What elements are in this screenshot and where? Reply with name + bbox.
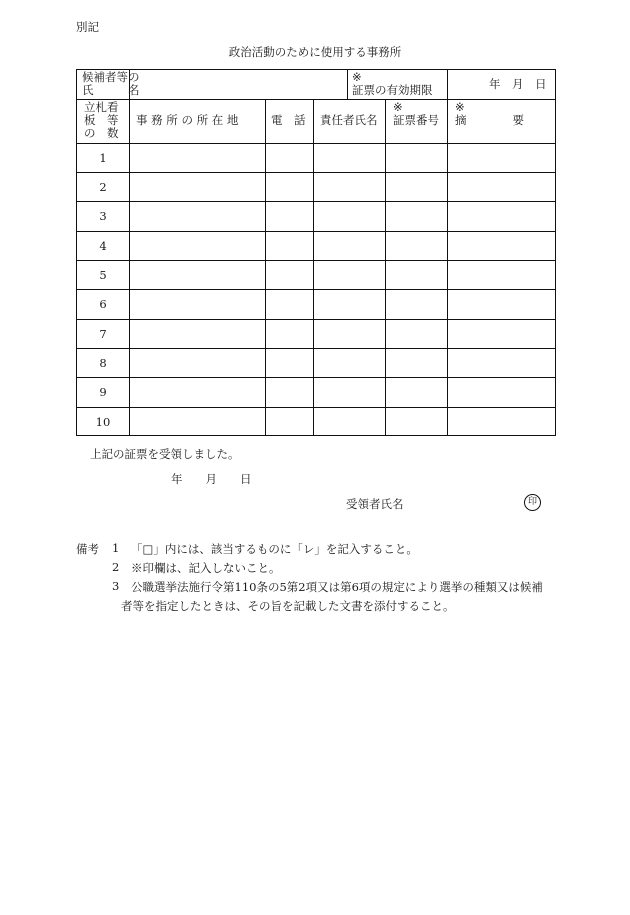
col-cert-mark: ※ (393, 100, 403, 114)
note-text: 「□」内には、該当するものに「レ」を記入すること。 (131, 542, 418, 556)
col-count-label-1: 立札看 (84, 100, 119, 114)
notes-heading: 備考 (76, 542, 99, 556)
row-line (77, 201, 555, 202)
row-line (77, 289, 555, 290)
note-number: 2 (112, 560, 120, 574)
col-address-label: 事 務 所 の 所 在 地 (136, 113, 239, 127)
document-title: 政治活動のために使用する事務所 (228, 45, 402, 59)
col-phone-label: 電 話 (271, 113, 306, 127)
col-cert-number-label: 証票番号 (393, 113, 439, 127)
col-remarks-label: 摘 要 (455, 113, 524, 127)
validity-mark: ※ (352, 70, 362, 84)
receipt-statement: 上記の証票を受領しました。 (90, 447, 240, 461)
row-line (77, 143, 555, 144)
column-divider (265, 99, 266, 436)
note-text-continuation: 者等を指定したときは、その旨を記載した文書を添付すること。 (121, 599, 455, 613)
note-text: ※印欄は、記入しないこと。 (131, 561, 281, 575)
col-manager-label: 責任者氏名 (320, 113, 378, 127)
row-line (77, 348, 555, 349)
row-number: 4 (99, 239, 107, 253)
row-number: 1 (99, 151, 107, 165)
note-number: 1 (112, 541, 120, 555)
annex-label: 別記 (76, 20, 99, 34)
note-text: 公職選挙法施行令第110条の5第2項又は第6項の規定により選挙の種類又は候補 (131, 580, 543, 594)
row-line (77, 260, 555, 261)
validity-label: 証票の有効期限 (352, 83, 433, 97)
row-number: 3 (99, 209, 107, 223)
row-line (77, 231, 555, 232)
row-number: 9 (99, 385, 107, 399)
column-divider (313, 99, 314, 436)
row-line (77, 407, 555, 408)
row-line (77, 377, 555, 378)
candidate-label-line1: 候補者等の (82, 70, 140, 84)
note-number: 3 (112, 579, 120, 593)
col-remarks-mark: ※ (455, 100, 465, 114)
row-number: 5 (99, 268, 107, 282)
row-number: 2 (99, 180, 107, 194)
row-line (77, 319, 555, 320)
row-number: 8 (99, 356, 107, 370)
header-bottom-line (77, 99, 555, 100)
col-count-label-3: の 数 (84, 126, 119, 140)
row-number: 10 (95, 415, 111, 429)
candidate-name-field[interactable] (134, 72, 344, 96)
row-number: 6 (99, 297, 107, 311)
office-form-table (76, 69, 556, 436)
header-divider (347, 70, 348, 100)
row-line (77, 172, 555, 173)
column-divider (447, 99, 448, 436)
row-number: 7 (99, 327, 107, 341)
receipt-date-field[interactable]: 年 月 日 (171, 472, 252, 486)
validity-date-field[interactable]: 年 月 日 (489, 77, 547, 91)
receiver-name-label: 受領者氏名 (346, 497, 404, 511)
column-divider (129, 99, 130, 436)
header-divider (447, 70, 448, 100)
seal-mark: 印 (524, 494, 541, 511)
column-divider (385, 99, 386, 436)
candidate-label-line2: 氏 名 (82, 83, 140, 97)
col-count-label-2: 板 等 (84, 113, 119, 127)
